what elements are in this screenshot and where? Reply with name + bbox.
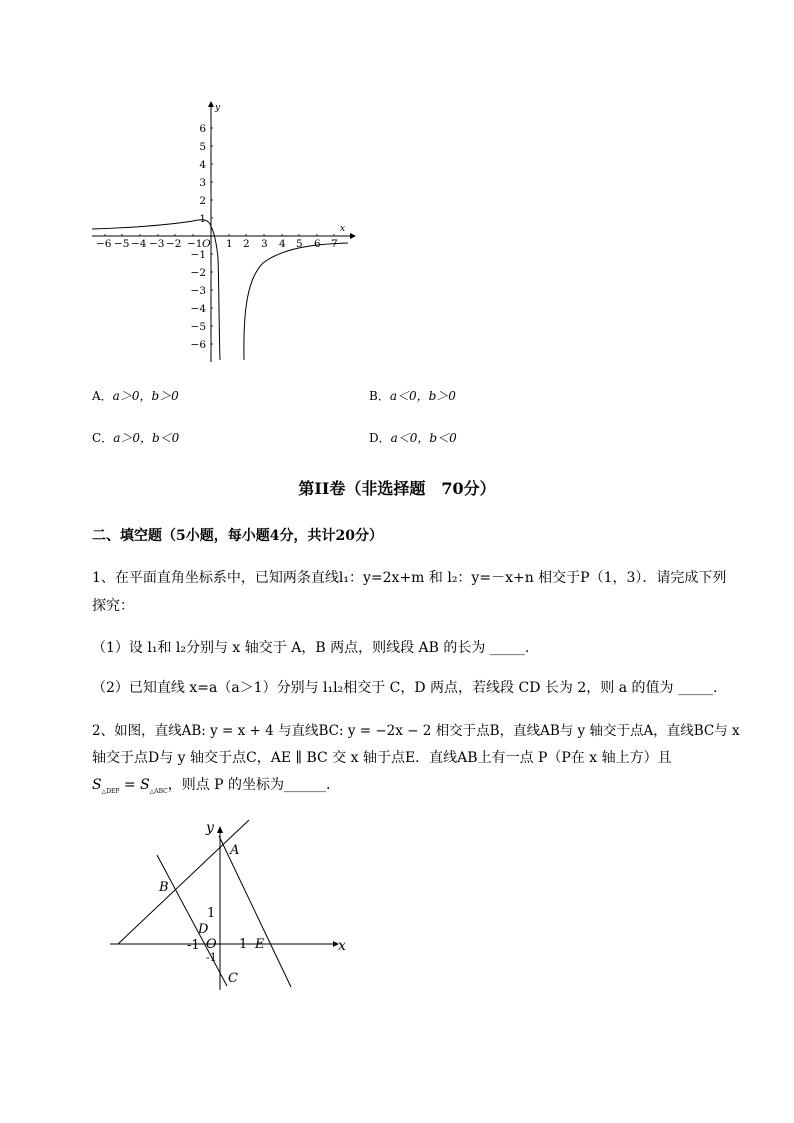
point-a-label: A — [230, 843, 240, 858]
q2-line2: 轴交于点D与 y 轴交于点C，AE ∥ BC 交 x 轴于点E．直线AB上有一点 P（P在 x 轴上方）且 — [92, 750, 672, 766]
y-tick-label: −2 — [190, 267, 206, 279]
choice-b-text: a＜0，b＞0 — [389, 389, 456, 403]
area-s1-sub: △DEP — [101, 787, 120, 795]
area-s2-sub: △ABC — [149, 787, 168, 795]
geometry-figure — [100, 810, 360, 996]
x-tick-label: 6 — [314, 238, 321, 250]
line-ab — [118, 820, 249, 944]
choice-d[interactable] — [369, 428, 457, 448]
q2-line3 — [92, 775, 331, 802]
tick-one-y: 1 — [207, 906, 216, 921]
section2-title: 二、填空题（5小题，每小题4分，共计20分） — [92, 528, 383, 544]
q1-line2: 探究： — [92, 598, 134, 614]
q1-line1: 1、在平面直角坐标系中，已知两条直线l₁：y=2x+m 和 l₂：y=－x+n 相交于P（1，3）．请完成下列 — [92, 570, 727, 586]
function-graph — [88, 98, 360, 366]
y-tick-label: −5 — [190, 321, 206, 333]
tick-neg-one-y: -1 — [206, 951, 217, 964]
x-axis-arrow — [350, 233, 356, 239]
x-tick-label: 4 — [279, 238, 286, 250]
x-tick-label: 2 — [243, 238, 250, 250]
tick-neg-one-x: -1 — [187, 938, 200, 953]
point-e-label: E — [255, 937, 265, 952]
choice-c[interactable] — [92, 428, 179, 448]
y-tick-label: 3 — [199, 177, 206, 189]
point-d-label: D — [198, 922, 209, 937]
q2-line1: 2、如图，直线AB: y = x + 4 与直线BC: y = −2x − 2 相交于点B，直线AB与 y 轴交于点A，直线BC与 x — [92, 723, 740, 739]
choice-a-letter: A． — [92, 389, 113, 403]
y-tick-label: 2 — [199, 195, 206, 207]
fig2-x-label: x — [338, 938, 346, 954]
y-tick-label: −6 — [190, 339, 206, 351]
x-tick-label: −1 — [187, 238, 203, 250]
y-tick-label: 4 — [199, 159, 206, 171]
point-b-label: B — [159, 880, 169, 895]
choice-d-text: a＜0，b＜0 — [390, 431, 457, 445]
area-s2: S — [140, 777, 150, 793]
y-axis-arrow — [208, 101, 214, 107]
graph-y-label: y — [215, 103, 221, 113]
y-tick-labels — [191, 123, 207, 351]
fig2-y-label: y — [206, 820, 214, 836]
x-tick-label: 1 — [226, 238, 233, 250]
q1-sub2: （2）已知直线 x=a（a＞1）分别与 l₁l₂相交于 C，D 两点，若线段 CD 长为 2，则 a 的值为 _____. — [92, 680, 718, 696]
choice-d-letter: D． — [369, 431, 391, 445]
tick-one-x: 1 — [239, 937, 248, 952]
y-tick-label: 1 — [199, 213, 206, 225]
x-tick-label: −3 — [149, 238, 165, 250]
y-tick-label: −1 — [190, 249, 206, 261]
x-tick-label: −2 — [166, 238, 182, 250]
graph-x-label: x — [340, 224, 346, 234]
part2-title: 第II卷（非选择题 70分） — [298, 479, 496, 498]
q1-sub1: （1）设 l₁和 l₂分别与 x 轴交于 A，B 两点，则线段 AB 的长为 _____. — [92, 640, 530, 656]
q2-line3-rest: ，则点 P 的坐标为______. — [167, 777, 331, 793]
choice-c-letter: C． — [92, 431, 114, 445]
y-tick-label: −4 — [190, 303, 206, 315]
y-tick-label: 6 — [199, 123, 206, 135]
y-tick-label: 5 — [199, 141, 206, 153]
origin-o-label: O — [206, 937, 217, 952]
x-tick-label: 7 — [331, 238, 338, 250]
choice-b-letter: B． — [369, 389, 390, 403]
choice-c-text: a＞0，b＜0 — [113, 431, 180, 445]
choice-a-text: a＞0，b＞0 — [112, 389, 179, 403]
x-tick-label: 5 — [296, 238, 303, 250]
fig2-y-arrow — [217, 826, 223, 833]
area-eq: = — [119, 777, 141, 793]
area-s1: S — [92, 777, 102, 793]
origin-label: O — [202, 238, 211, 250]
point-c-label: C — [228, 971, 238, 986]
line-bc — [157, 855, 227, 986]
choice-b[interactable] — [369, 386, 456, 406]
x-tick-label: −5 — [114, 238, 130, 250]
line-ae — [219, 836, 291, 987]
right-curve-branch — [244, 243, 348, 360]
y-tick-label: −3 — [190, 285, 206, 297]
x-tick-label: −4 — [131, 238, 147, 250]
x-tick-label: 3 — [261, 238, 268, 250]
choice-a[interactable] — [92, 386, 179, 406]
x-tick-label: −6 — [96, 238, 112, 250]
